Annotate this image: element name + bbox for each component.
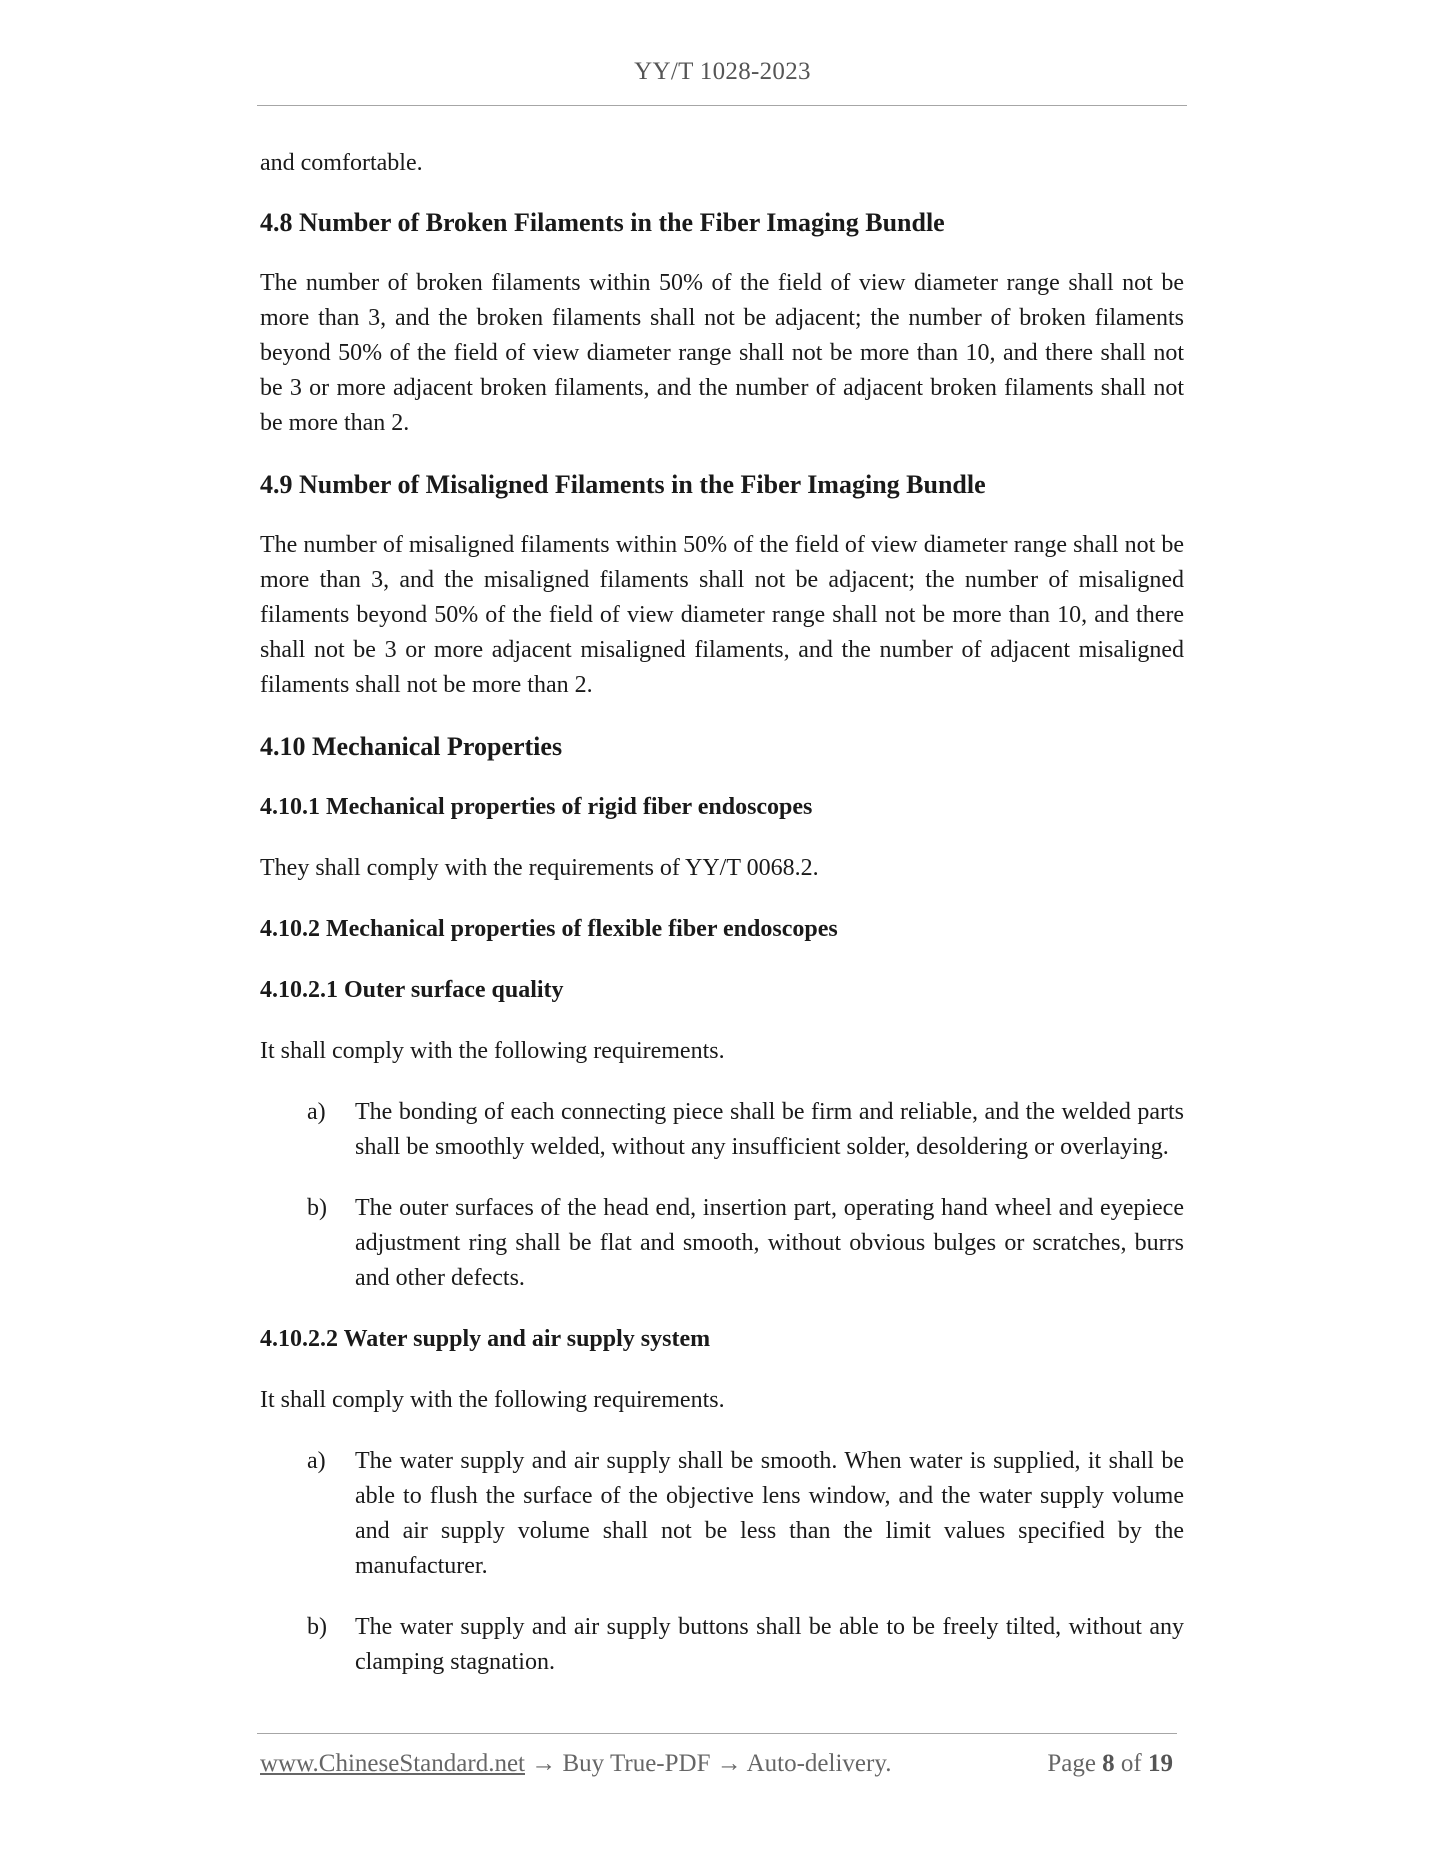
of-label: of bbox=[1120, 1750, 1142, 1777]
subsection-heading-4-10-2: 4.10.2 Mechanical properties of flexible fiber endoscopes bbox=[260, 916, 838, 942]
list-marker: b) bbox=[307, 1195, 327, 1221]
footer-promo bbox=[260, 1750, 891, 1778]
section-paragraph-4-8: The number of broken filaments within 50% of the field of view diameter range shall not be more than 3, and the broken filaments shall not be adjacent; the number of broken filaments beyond 50% of the field of view diameter range shall not be more than 10, and there shall not be 3 or more adjacent broken filaments, and the number of adjacent broken filaments shall not be more than 2. bbox=[260, 270, 1184, 436]
clause-heading-4-10-2-2: 4.10.2.2 Water supply and air supply system bbox=[260, 1326, 711, 1352]
page-indicator bbox=[1047, 1750, 1173, 1778]
list-item bbox=[260, 1444, 1184, 1584]
section-heading-4-9: 4.9 Number of Misaligned Filaments in the Fiber Imaging Bundle bbox=[260, 470, 986, 499]
list-item-text: The water supply and air supply buttons shall be able to be freely tilted, without any clamping stagnation. bbox=[355, 1614, 1184, 1675]
list-item bbox=[260, 1191, 1184, 1296]
continuation-paragraph: and comfortable. bbox=[260, 150, 423, 176]
footer-divider bbox=[257, 1733, 1177, 1734]
document-code-header: YY/T 1028-2023 bbox=[634, 58, 811, 85]
page-label: Page bbox=[1047, 1750, 1096, 1777]
current-page-number: 8 bbox=[1102, 1750, 1115, 1777]
list-marker: a) bbox=[307, 1448, 326, 1474]
clause-heading-4-10-2-1: 4.10.2.1 Outer surface quality bbox=[260, 977, 564, 1003]
list-item bbox=[260, 1610, 1184, 1680]
document-body bbox=[260, 146, 1184, 1706]
clause-intro-4-10-2-2: It shall comply with the following requirements. bbox=[260, 1387, 725, 1413]
section-heading-4-8: 4.8 Number of Broken Filaments in the Fiber Imaging Bundle bbox=[260, 208, 945, 237]
list-item-text: The water supply and air supply shall be smooth. When water is supplied, it shall be able to flush the surface of the objective lens window, and the water supply volume and air supply volume shall not be less than the limit values specified by the manufacturer. bbox=[355, 1448, 1184, 1579]
subsection-heading-4-10-1: 4.10.1 Mechanical properties of rigid fiber endoscopes bbox=[260, 794, 813, 820]
total-page-number: 19 bbox=[1148, 1750, 1173, 1777]
list-item-text: The bonding of each connecting piece shall be firm and reliable, and the welded parts shall be smoothly welded, without any insufficient solder, desoldering or overlaying. bbox=[355, 1099, 1184, 1160]
website-link[interactable]: www.ChineseStandard.net bbox=[260, 1750, 525, 1777]
header-divider bbox=[257, 105, 1187, 106]
section-heading-4-10: 4.10 Mechanical Properties bbox=[260, 732, 563, 761]
clause-intro-4-10-2-1: It shall comply with the following requirements. bbox=[260, 1038, 725, 1064]
footer-promo-text: → Buy True-PDF → Auto-delivery. bbox=[531, 1750, 892, 1777]
list-marker: b) bbox=[307, 1614, 327, 1640]
list-item-text: The outer surfaces of the head end, insertion part, operating hand wheel and eyepiece adjustment ring shall be flat and smooth, without obvious bulges or scratches, burrs and other defects. bbox=[355, 1195, 1184, 1291]
subsection-paragraph-4-10-1: They shall comply with the requirements of YY/T 0068.2. bbox=[260, 855, 819, 881]
section-paragraph-4-9: The number of misaligned filaments within 50% of the field of view diameter range shall not be more than 3, and the misaligned filaments shall not be adjacent; the number of misaligned filaments beyond 50% of the field of view diameter range shall not be more than 10, and there shall not be 3 or more adjacent misaligned filaments, and the number of adjacent misaligned filaments shall not be more than 2. bbox=[260, 532, 1184, 698]
page-footer bbox=[260, 1750, 1177, 1784]
list-marker: a) bbox=[307, 1099, 326, 1125]
list-item bbox=[260, 1095, 1184, 1165]
